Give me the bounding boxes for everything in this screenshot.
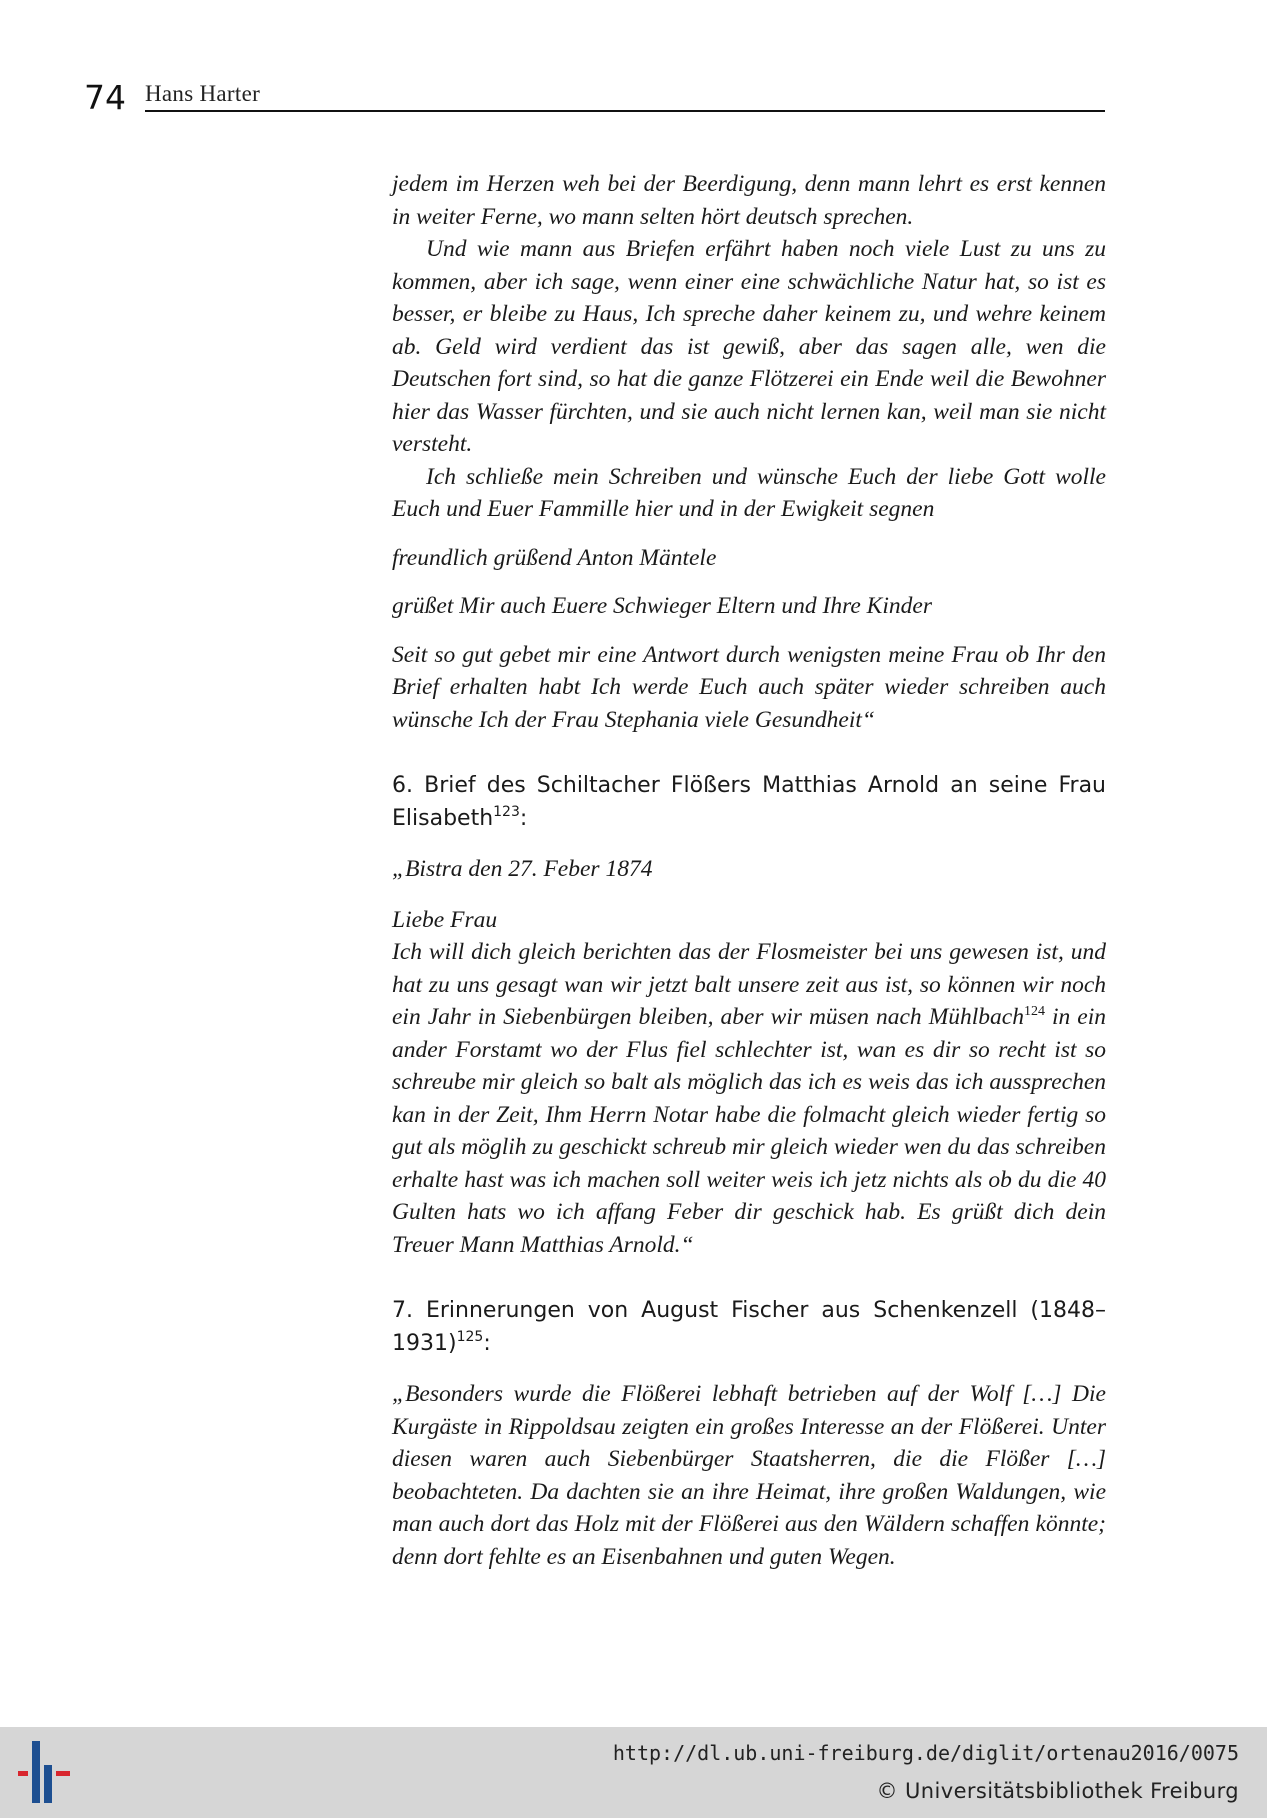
header-rule — [145, 110, 1105, 112]
section-heading-6 — [392, 770, 1106, 835]
heading-text: 6. Brief des Schiltacher Flößers Matthias Arnold an seine Frau Elisabeth — [392, 773, 1106, 831]
footnote-ref-125: 125 — [456, 1328, 484, 1345]
paragraph: Und wie mann aus Briefen erfährt haben noch viele Lust zu uns zu kommen, aber ich sage, wenn einer eine schwächliche Natur hat, so ist es besser, er bleibe zu Haus, Ich spreche daher keinem zu, und wehre keinem ab. Geld wird verdient das ist gewiß, aber das sagen alle, wen die Deutschen fort sind, so hat die ganze Flötzerei ein Ende weil die Bewohner hier das Wasser fürchten, und sie auch nicht lernen kan, weil man sie nicht versteht. — [392, 236, 1106, 457]
heading-text: 7. Erinnerungen von August Fischer aus Schenkenzell (1848–1931) — [392, 1298, 1106, 1356]
heading-colon: : — [483, 1330, 491, 1356]
postscript: Seit so gut gebet mir eine Antwort durch wenigsten meine Frau ob Ihr den Brief erhalten habt Ich werde Euch auch später wieder schreiben auch wünsche Ich der Frau Stephania viele Gesundheit“ — [392, 641, 1106, 733]
letter-text: Ich will dich gleich berichten das der Flosmeister bei uns gewesen ist, und hat zu uns gesagt wan wir jetzt balt unsere zeit aus ist, so können wir noch ein Jahr in Siebenbürgen bleiben, aber wir müsen nach Mühlbach — [392, 939, 1106, 1030]
postscript: grüßet Mir auch Euere Schwieger Eltern und Ihre Kinder — [392, 593, 932, 619]
closing-line: freundlich grüßend Anton Mäntele — [392, 544, 717, 571]
footnote-ref-124: 124 — [1023, 1004, 1045, 1019]
paragraph: jedem im Herzen weh bei der Beerdigung, denn mann lehrt es erst kennen in weiter Ferne, wo mann selten hört deutsch sprechen. — [392, 171, 1106, 230]
footnote-ref-123: 123 — [493, 803, 520, 820]
document-url-link[interactable]: http://dl.ub.uni-freiburg.de/diglit/ortenau2016/0075 — [612, 1741, 1239, 1765]
letter-dateline: „Bistra den 27. Feber 1874 — [392, 856, 653, 882]
copyright-text: © Universitätsbibliothek Freiburg — [876, 1779, 1239, 1803]
footer-band — [0, 1727, 1267, 1818]
letter-body — [392, 936, 1106, 1261]
page-number: 74 — [84, 78, 126, 117]
ub-freiburg-logo-icon[interactable] — [14, 1739, 80, 1805]
body-text — [392, 168, 1106, 1573]
quotation: „Besonders wurde die Flößerei lebhaft betrieben auf der Wolf […] Die Kurgäste in Rippoldsau zeigten ein großes Interesse an der Flößerei. Unter diesen waren auch Siebenbürger Staatsherren, die die Flößer […] beobachteten. Da dachten sie an ihre Heimat, ihre großen Waldungen, wie man auch dort das Holz mit der Flößerei aus den Wäldern schaffen könnte; denn dort fehlte es an Eisenbahnen und guten Wegen. — [392, 1381, 1106, 1570]
letter-text: in ein ander Forstamt wo der Flus fiel schlechter ist, wan es dir so recht ist so schreube mir gleich so balt als möglich das ich es weis das ich aussprechen kan in der Zeit, Ihm Herrn Notar habe die folmacht gleich wieder fertig so gut als möglih zu geschickt schreub mir gleich wieder wen du das schreiben erhalte hast was ich machen soll weiter weis ich jetz nichts als ob du die 40 Gulten hats wo ich affang Feber dir geschick hab. Es grüßt dich dein Treuer Mann Matthias Arnold.“ — [392, 1004, 1106, 1258]
running-head: Hans Harter — [145, 81, 261, 106]
paragraph: Ich schließe mein Schreiben und wünsche Euch der liebe Gott wolle Euch und Euer Fammille hier und in der Ewigkeit segnen — [392, 463, 1106, 522]
section-heading-7 — [392, 1295, 1106, 1360]
heading-colon: : — [519, 805, 528, 831]
letter-salutation: Liebe Frau — [392, 906, 498, 933]
